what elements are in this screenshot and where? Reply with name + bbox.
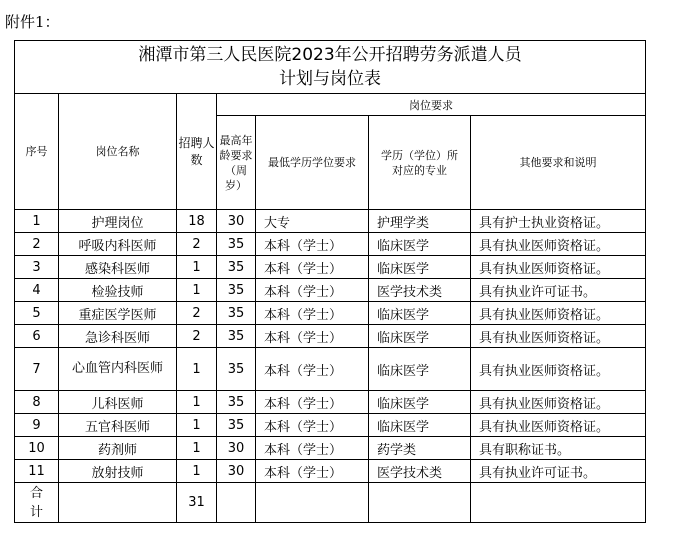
total-label: 合计	[15, 483, 59, 523]
cell-seq: 9	[15, 414, 59, 437]
cell-age: 35	[217, 279, 256, 302]
cell-other: 具有执业医师资格证。	[471, 256, 646, 279]
cell-position: 药剂师	[59, 437, 177, 460]
cell-education: 本科（学士）	[256, 325, 369, 348]
cell-major: 临床医学	[369, 256, 471, 279]
cell-other: 具有执业医师资格证。	[471, 414, 646, 437]
cell-count: 1	[177, 348, 217, 391]
cell-count: 1	[177, 460, 217, 483]
header-requirements-group: 岗位要求	[217, 94, 646, 116]
total-row	[15, 483, 646, 523]
cell-age: 35	[217, 348, 256, 391]
cell-other: 具有执业医师资格证。	[471, 391, 646, 414]
cell-major: 临床医学	[369, 233, 471, 256]
header-major: 学历（学位）所对应的专业	[369, 116, 471, 210]
cell-count: 1	[177, 391, 217, 414]
header-count: 招聘人数	[177, 94, 217, 210]
cell-other: 具有执业许可证书。	[471, 279, 646, 302]
cell-age: 35	[217, 256, 256, 279]
total-empty-cell	[369, 483, 471, 523]
total-empty-cell	[471, 483, 646, 523]
cell-major: 临床医学	[369, 391, 471, 414]
cell-other: 具有执业医师资格证。	[471, 302, 646, 325]
cell-seq: 7	[15, 348, 59, 391]
cell-major: 临床医学	[369, 302, 471, 325]
cell-major: 药学类	[369, 437, 471, 460]
table-row	[15, 210, 646, 233]
cell-education: 本科（学士）	[256, 279, 369, 302]
cell-education: 本科（学士）	[256, 437, 369, 460]
table-title	[15, 41, 646, 94]
cell-seq: 10	[15, 437, 59, 460]
cell-other: 具有执业医师资格证。	[471, 233, 646, 256]
cell-education: 本科（学士）	[256, 391, 369, 414]
cell-count: 18	[177, 210, 217, 233]
header-education: 最低学历学位要求	[256, 116, 369, 210]
cell-age: 35	[217, 391, 256, 414]
header-seq: 序号	[15, 94, 59, 210]
total-empty-cell	[59, 483, 177, 523]
cell-seq: 4	[15, 279, 59, 302]
cell-major: 医学技术类	[369, 279, 471, 302]
cell-seq: 11	[15, 460, 59, 483]
header-position: 岗位名称	[59, 94, 177, 210]
cell-position: 重症医学医师	[59, 302, 177, 325]
cell-position: 感染科医师	[59, 256, 177, 279]
annex-label: 附件1：	[5, 13, 60, 31]
cell-seq: 5	[15, 302, 59, 325]
cell-count: 2	[177, 302, 217, 325]
cell-count: 2	[177, 325, 217, 348]
cell-position: 放射技师	[59, 460, 177, 483]
cell-position: 护理岗位	[59, 210, 177, 233]
total-empty-cell	[256, 483, 369, 523]
cell-seq: 6	[15, 325, 59, 348]
cell-position: 检验技师	[59, 279, 177, 302]
cell-age: 35	[217, 233, 256, 256]
cell-position: 呼吸内科医师	[59, 233, 177, 256]
table-row	[15, 302, 646, 325]
cell-education: 大专	[256, 210, 369, 233]
header-max-age: 最高年龄要求（周岁）	[217, 116, 256, 210]
cell-other: 具有执业医师资格证。	[471, 348, 646, 391]
cell-education: 本科（学士）	[256, 233, 369, 256]
cell-age: 30	[217, 460, 256, 483]
table-row	[15, 279, 646, 302]
cell-major: 临床医学	[369, 325, 471, 348]
cell-major: 临床医学	[369, 348, 471, 391]
cell-age: 30	[217, 437, 256, 460]
table-row	[15, 437, 646, 460]
total-empty-cell	[217, 483, 256, 523]
cell-education: 本科（学士）	[256, 256, 369, 279]
table-row	[15, 460, 646, 483]
cell-education: 本科（学士）	[256, 348, 369, 391]
table-row	[15, 233, 646, 256]
cell-other: 具有执业许可证书。	[471, 460, 646, 483]
cell-count: 2	[177, 233, 217, 256]
table-row	[15, 348, 646, 391]
cell-count: 1	[177, 256, 217, 279]
cell-seq: 2	[15, 233, 59, 256]
cell-seq: 3	[15, 256, 59, 279]
cell-age: 35	[217, 302, 256, 325]
cell-count: 1	[177, 279, 217, 302]
cell-other: 具有职称证书。	[471, 437, 646, 460]
recruitment-plan-table	[14, 40, 646, 523]
cell-position: 五官科医师	[59, 414, 177, 437]
cell-seq: 1	[15, 210, 59, 233]
table-row	[15, 391, 646, 414]
cell-education: 本科（学士）	[256, 414, 369, 437]
cell-other: 具有护士执业资格证。	[471, 210, 646, 233]
cell-seq: 8	[15, 391, 59, 414]
cell-count: 1	[177, 437, 217, 460]
cell-education: 本科（学士）	[256, 302, 369, 325]
cell-education: 本科（学士）	[256, 460, 369, 483]
table-row	[15, 256, 646, 279]
cell-count: 1	[177, 414, 217, 437]
cell-major: 临床医学	[369, 414, 471, 437]
header-row-1	[15, 94, 646, 116]
cell-major: 护理学类	[369, 210, 471, 233]
total-count: 31	[177, 483, 217, 523]
header-other: 其他要求和说明	[471, 116, 646, 210]
cell-age: 30	[217, 210, 256, 233]
table-row	[15, 325, 646, 348]
cell-major: 医学技术类	[369, 460, 471, 483]
cell-position: 心血管内科医师	[59, 348, 177, 391]
cell-position: 儿科医师	[59, 391, 177, 414]
title-line-1: 湘潭市第三人民医院2023年公开招聘劳务派遣人员	[138, 45, 522, 65]
table-row	[15, 414, 646, 437]
cell-other: 具有执业医师资格证。	[471, 325, 646, 348]
title-row	[15, 41, 646, 94]
cell-age: 35	[217, 414, 256, 437]
cell-age: 35	[217, 325, 256, 348]
cell-position: 急诊科医师	[59, 325, 177, 348]
title-line-2: 计划与岗位表	[279, 69, 382, 89]
